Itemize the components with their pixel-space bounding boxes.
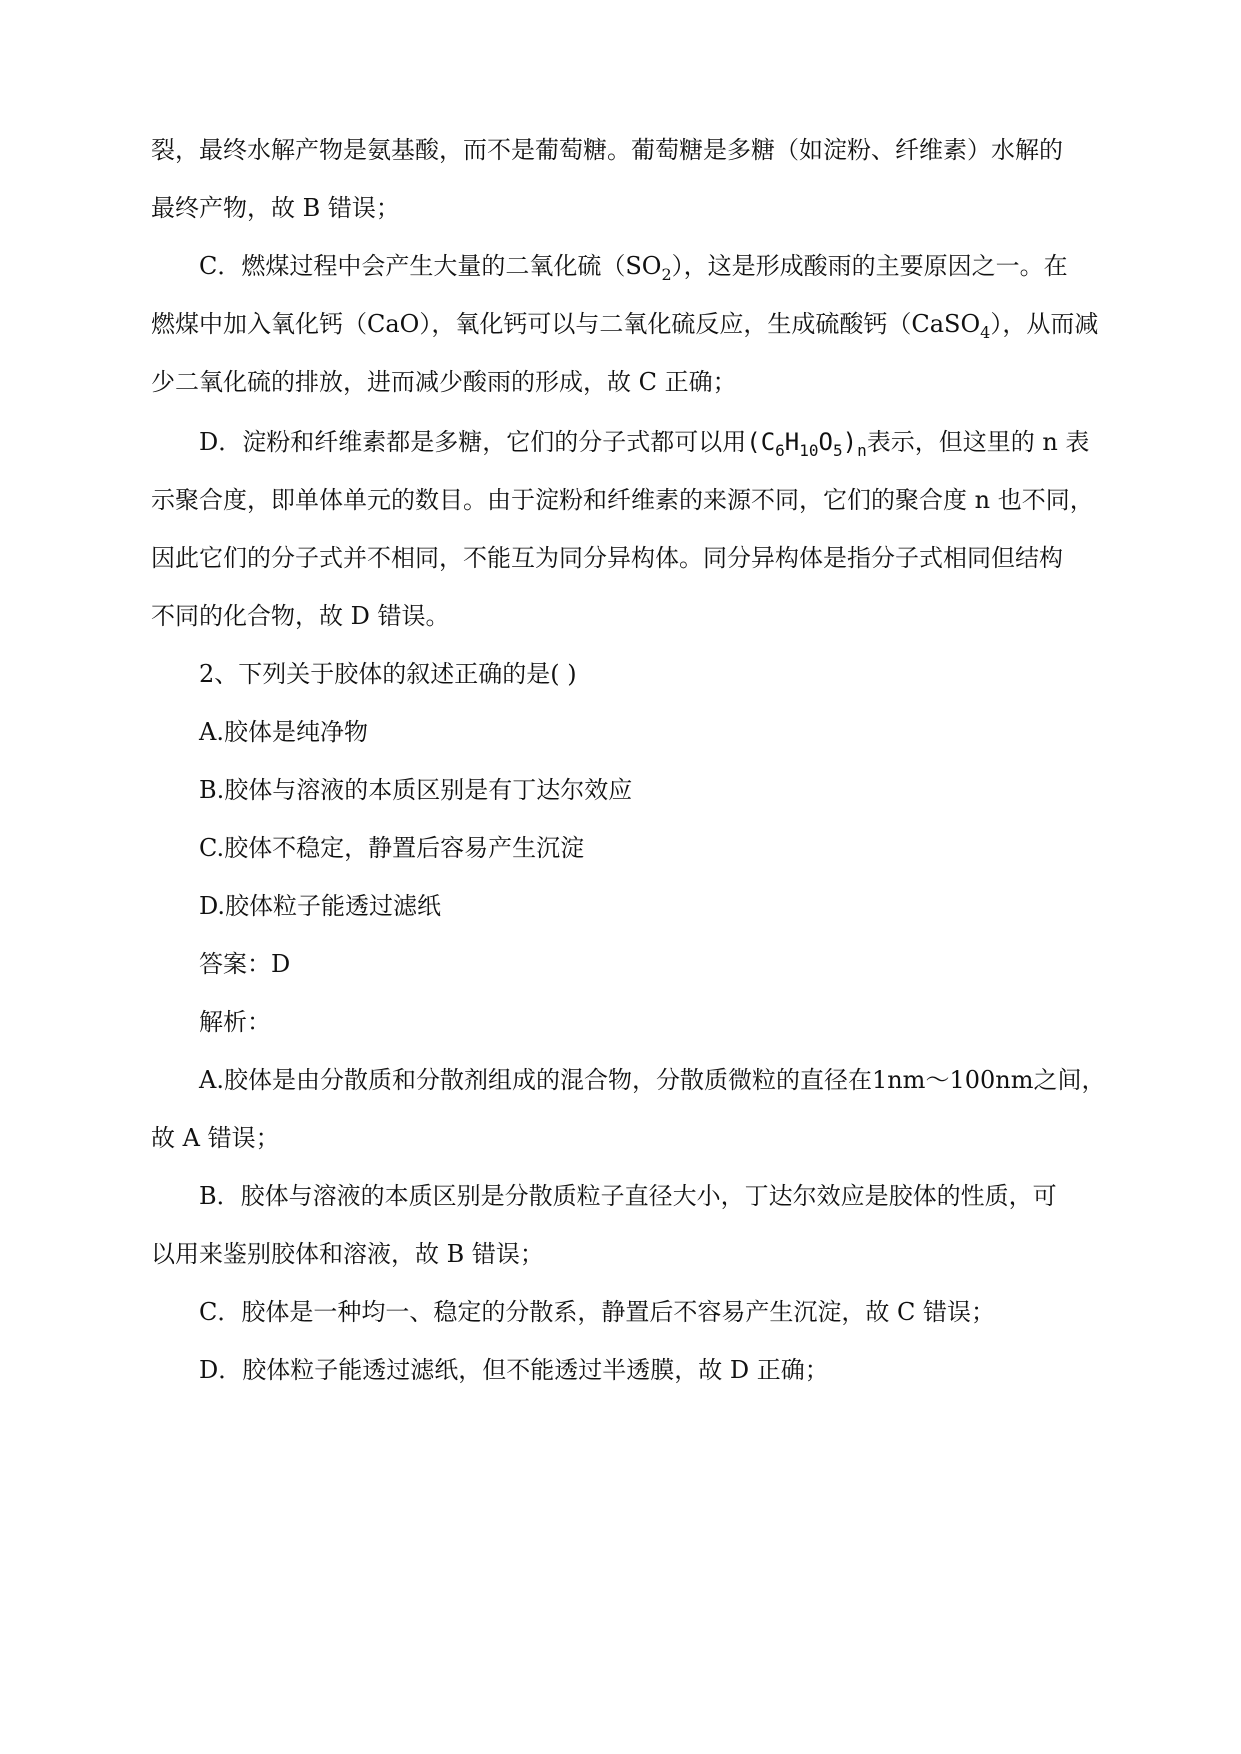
paragraph-line: 示聚合度，即单体单元的数目。由于淀粉和纤维素的来源不同，它们的聚合度 n 也不同， [151, 486, 1094, 514]
analysis-line: D．胶体粒子能透过滤纸，但不能透过半透膜，故 D 正确； [199, 1356, 829, 1384]
paragraph-line [199, 426, 1089, 458]
paragraph-line: 最终产物，故 B 错误； [151, 194, 400, 222]
option-b: B.胶体与溶液的本质区别是有丁达尔效应 [199, 776, 633, 804]
paragraph-line [151, 308, 1098, 340]
analysis-line: C．胶体是一种均一、稳定的分散系，静置后不容易产生沉淀，故 C 错误； [199, 1298, 995, 1326]
answer: 答案：D [199, 950, 291, 978]
paragraph-line: 因此它们的分子式并不相同，不能互为同分异构体。同分异构体是指分子式相同但结构 [151, 544, 1063, 572]
analysis-line: 以用来鉴别胶体和溶液，故 B 错误； [151, 1240, 544, 1268]
paragraph-line: 不同的化合物，故 D 错误。 [151, 602, 450, 630]
text-segment: 燃煤中加入氧化钙（CaO），氧化钙可以与二氧化硫反应，生成硫酸钙（CaSO [151, 310, 981, 338]
option-c: C.胶体不稳定，静置后容易产生沉淀 [199, 834, 585, 862]
paragraph-line: 少二氧化硫的排放，进而减少酸雨的形成，故 C 正确； [151, 368, 737, 396]
text-segment: D．淀粉和纤维素都是多糖，它们的分子式都可以用 [199, 428, 747, 456]
paragraph-line: 裂，最终水解产物是氨基酸，而不是葡萄糖。葡萄糖是多糖（如淀粉、纤维素）水解的 [151, 136, 1063, 164]
option-d: D.胶体粒子能透过滤纸 [199, 892, 442, 920]
analysis-line: A.胶体是由分散质和分散剂组成的混合物，分散质微粒的直径在1nm～100nm之间， [199, 1066, 1106, 1094]
analysis-line: 故 A 错误； [151, 1124, 280, 1152]
text-segment: 表示，但这里的 n 表 [866, 428, 1090, 456]
paragraph-line [199, 250, 1068, 282]
text-segment: ），这是形成酸雨的主要原因之一。在 [671, 252, 1068, 280]
question-stem: 2、下列关于胶体的叙述正确的是( ) [199, 660, 577, 688]
option-a: A.胶体是纯净物 [199, 718, 368, 746]
analysis-line: B．胶体与溶液的本质区别是分散质粒子直径大小，丁达尔效应是胶体的性质，可 [199, 1182, 1057, 1210]
subscript: 2 [661, 265, 672, 284]
text-segment: C．燃煤过程中会产生大量的二氧化硫（SO [199, 252, 662, 280]
analysis-label: 解析： [199, 1008, 271, 1036]
chemical-formula: $(C_6H_{10}O_5)_n$ [746, 428, 867, 460]
text-segment: ），从而减 [990, 310, 1099, 338]
subscript: 4 [980, 323, 991, 342]
